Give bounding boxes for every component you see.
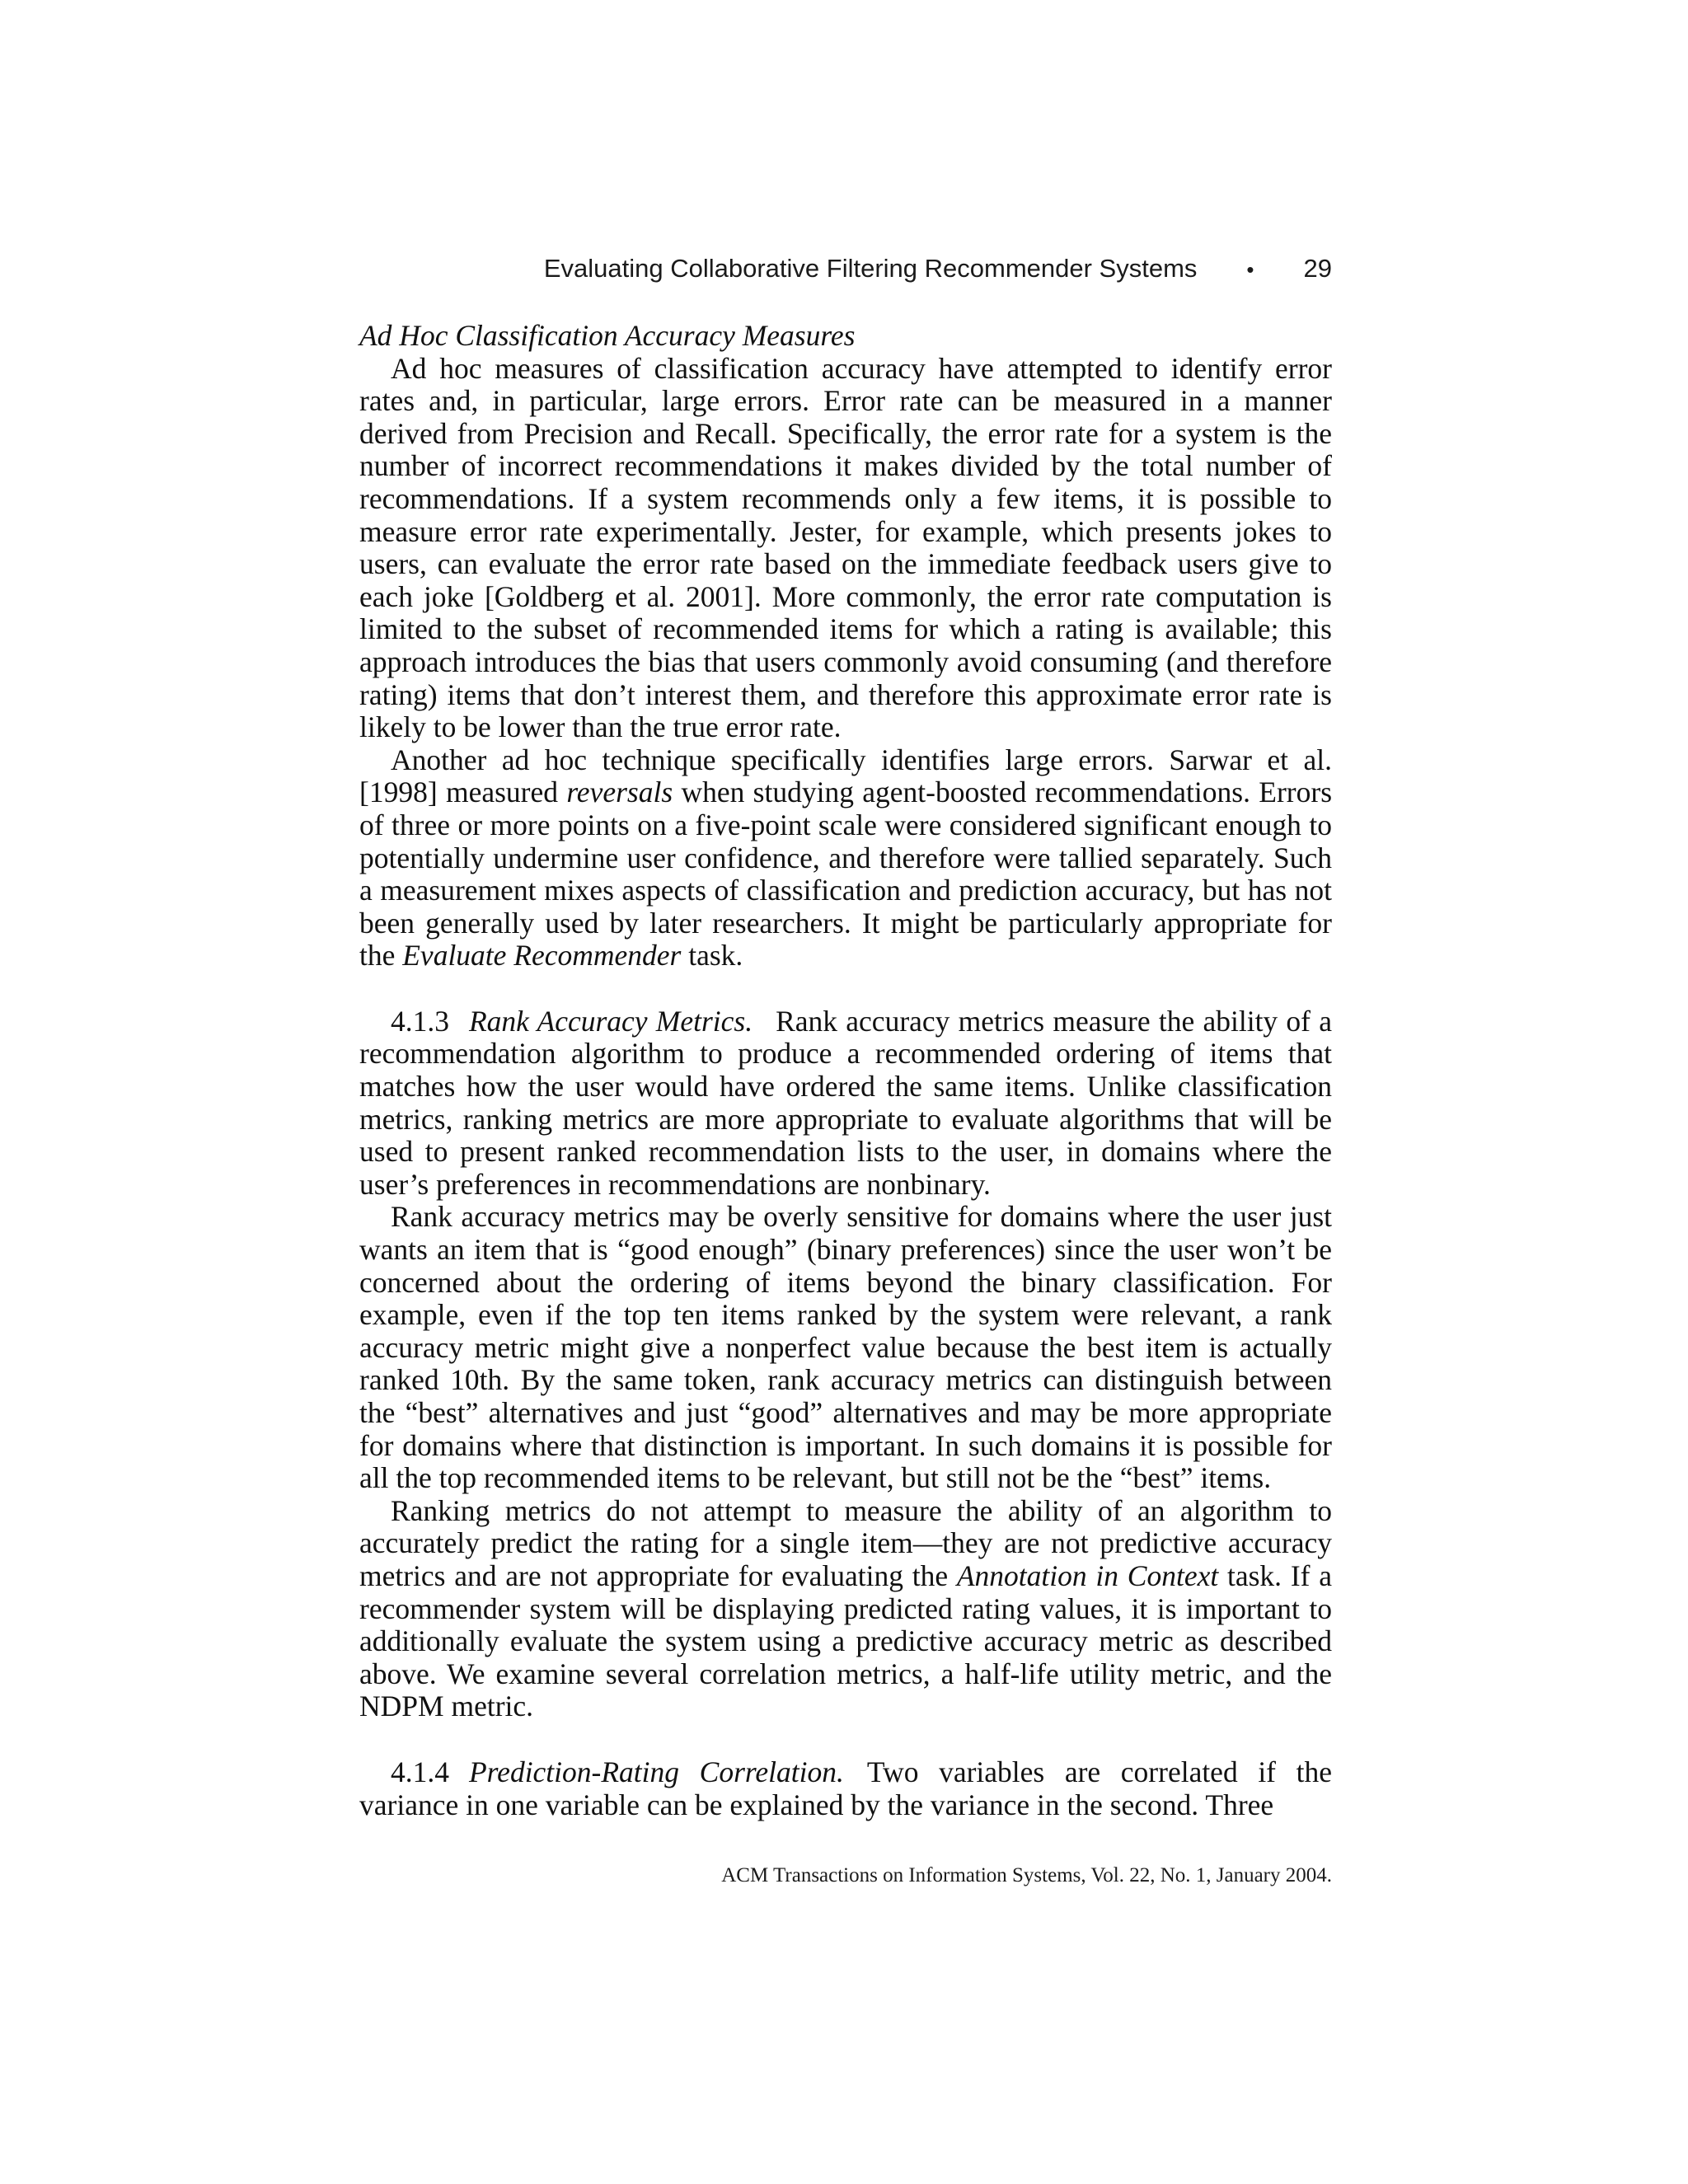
paragraph: [359, 744, 1332, 972]
emphasis-text: Annotation in Context: [956, 1558, 1219, 1592]
paragraph-text: task. If a recommender system will be displaying predicted rating values, it is important to additionally evaluate the system using a predictive accuracy metric as described above. We examine several correlation metrics, a half-life utility metric, and the NDPM metric.: [359, 1558, 1332, 1723]
section-title: Rank Accuracy Metrics.: [469, 1004, 753, 1038]
page-number: 29: [1303, 254, 1332, 283]
emphasis-text: Evaluate Recommender: [402, 939, 682, 972]
paragraph-text: task.: [688, 939, 743, 972]
section-number: 4.1.3: [391, 1004, 449, 1038]
paragraph: [359, 1495, 1332, 1723]
paragraph: Rank accuracy metrics may be overly sensitive for domains where the user just wants an item that is “good enough” (binary preferences) since the user won’t be concerned about the ordering of items beyond the binary classification. For example, even if the top ten items ranked by the system were relevant, a rank accuracy metric might give a nonperfect value because the best item is actually ranked 10th. By the same token, rank accuracy metrics can distinguish between the “best” alternatives and just “good” alternatives and may be more appropriate for domains where that distinction is important. In such domains it is possible for all the top recommended items to be relevant, but still not be the “best” items.: [359, 1200, 1332, 1495]
paragraph-text: Rank accuracy metrics measure the ability of a recommendation algorithm to produce a recommended ordering of items that matches how the user would have ordered the same items. Unlike classification metrics, ranking metrics are more appropriate to evaluate algorithms that will be used to present ranked recommendation lists to the user, in domains where the user’s preferences in recommendations are nonbinary.: [359, 1004, 1332, 1201]
section-number: 4.1.4: [391, 1755, 449, 1788]
section-paragraph: [359, 1005, 1332, 1202]
running-head-bullet: •: [1246, 257, 1254, 282]
subsection-heading: Ad Hoc Classification Accuracy Measures: [359, 319, 856, 352]
body-text: [359, 320, 1332, 1821]
paragraph: Ad hoc measures of classification accuracy have attempted to identify error rates and, in particular, large errors. Error rate can be measured in a manner derived from Precision and Recall. Specifically, the error rate for a system is the number of incorrect recommendations it makes divided by the total number of recommendations. If a system recommends only a few items, it is possible to measure error rate experimentally. Jester, for example, which presents jokes to users, can evaluate the error rate based on the immediate feedback users give to each joke [Goldberg et al. 2001]. More commonly, the error rate computation is limited to the subset of recommended items for which a rating is available; this approach introduces the bias that users commonly avoid consuming (and therefore rating) items that don’t interest them, and therefore this approximate error rate is likely to be lower than the true error rate.: [359, 351, 1332, 744]
running-head: [359, 252, 1332, 286]
journal-footer: ACM Transactions on Information Systems, Vol. 22, No. 1, January 2004.: [721, 1864, 1332, 1886]
section-title: Prediction-Rating Correlation.: [469, 1755, 844, 1788]
section-paragraph: [359, 1756, 1332, 1821]
running-head-title: Evaluating Collaborative Filtering Recommender Systems: [543, 254, 1198, 283]
paragraph-text: Ranking metrics do not attempt to measure the ability of an algorithm to accurately predict the rating for a single item—they are not predictive accuracy metrics and are not appropriate for evaluating the: [359, 1493, 1332, 1592]
paragraph-text: Another ad hoc technique specifically identifies large errors. Sarwar et al. [1998] measured: [359, 743, 1332, 809]
paragraph-text: Two variables are correlated if the variance in one variable can be explained by the variance in the second. Three: [359, 1755, 1332, 1821]
emphasis-text: reversals: [566, 776, 673, 809]
paragraph-text: when studying agent-boosted recommendations. Errors of three or more points on a five-point scale were considered significant enough to potentially undermine user confidence, and therefore were tallied separately. Such a measurement mixes aspects of classification and prediction accuracy, but has not been generally used by later researchers. It might be particularly appropriate for the: [359, 776, 1333, 972]
